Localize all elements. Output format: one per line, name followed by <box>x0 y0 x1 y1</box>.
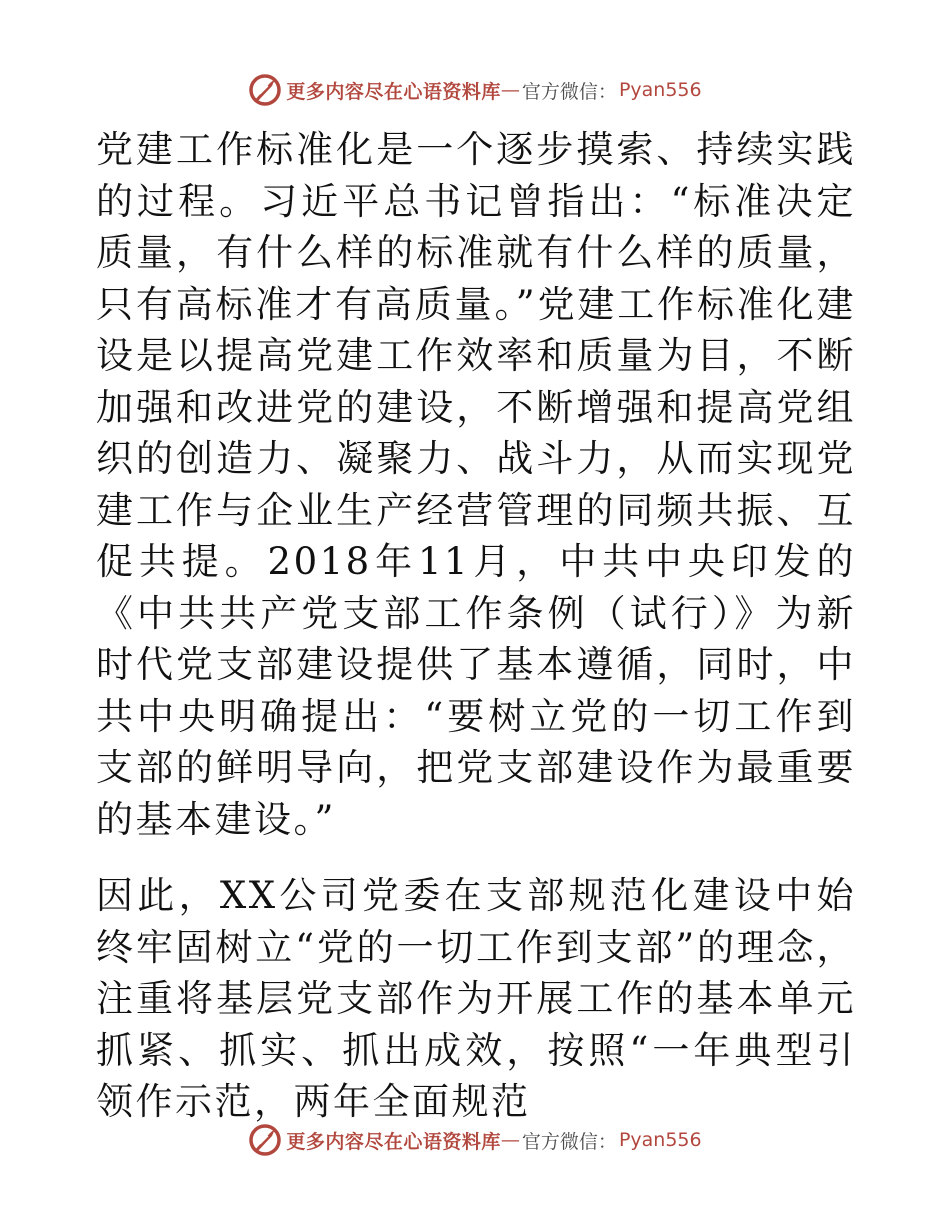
watermark-wechat-label: 官方微信： <box>521 1130 617 1153</box>
watermark-brand-text: 更多内容尽在心语资料库 <box>286 80 501 103</box>
quill-logo-icon <box>248 73 282 107</box>
watermark-dash: — <box>500 79 520 101</box>
document-body <box>96 124 856 1128</box>
header-watermark <box>0 70 950 110</box>
paragraph-2: 因此，XX公司党委在支部规范化建设中始终牢固树立“党的一切工作到支部”的理念，注重将基层党支部作为开展工作的基本单元抓紧、抓实、抓出成效，按照“一年典型引领作示范，两年全面规范 <box>96 874 856 1123</box>
watermark-brand-text: 更多内容尽在心语资料库 <box>286 1130 501 1153</box>
watermark-wechat-id: Pyan556 <box>618 79 702 101</box>
watermark-wechat-id: Pyan556 <box>618 1129 702 1151</box>
watermark-dash: — <box>500 1129 520 1151</box>
watermark-wechat-label: 官方微信： <box>521 80 617 103</box>
paragraph-1: 党建工作标准化是一个逐步摸索、持续实践的过程。习近平总书记曾指出：“标准决定质量，有什么样的标准就有什么样的质量，只有高标准才有高质量。”党建工作标准化建设是以提高党建工作效率和质量为目，不断加强和改进党的建设，不断增强和提高党组织的创造力、凝聚力、战斗力，从而实现党建工作与企业生产经营管理的同频共振、互促共提。2018年11月，中共中央印发的《中共共产党支部工作条例（试行）》为新时代党支部建设提供了基本遵循，同时，中共中央明确提出：“要树立党的一切工作到支部的鲜明导向，把党支部建设作为最重要的基本建设。” <box>96 128 856 841</box>
footer-watermark <box>0 1120 950 1160</box>
quill-logo-icon <box>248 1123 282 1157</box>
